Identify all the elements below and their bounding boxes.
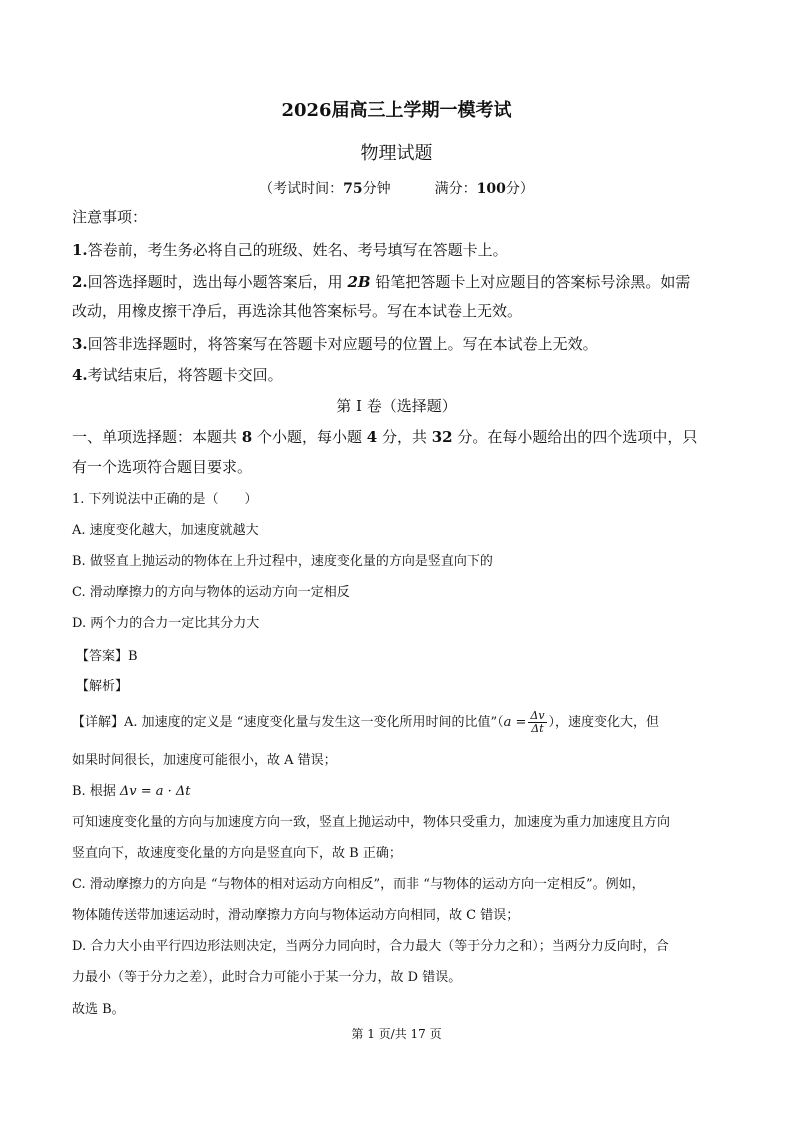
question-1-option-a: A. 速度变化越大，加速度就越大 bbox=[72, 523, 259, 538]
exam-title bbox=[0, 102, 793, 120]
answer-value: B bbox=[128, 649, 138, 664]
title-year: 2026 bbox=[281, 100, 332, 121]
title-text: 届高三上学期一模考试 bbox=[331, 100, 512, 121]
question-1-option-b: B. 做竖直上抛运动的物体在上升过程中，速度变化量的方向是竖直向下的 bbox=[72, 554, 493, 569]
section1-instruction: 一、单项选择题：本题共 8 个小题，每小题 4 分，共 32 分。在每小题给出的四个选项中，只 bbox=[72, 428, 698, 446]
detail-b-line-2: 可知速度变化量的方向与加速度方向一致，竖直上抛运动中，物体只受重力，加速度为重力加速度且方向 bbox=[72, 815, 671, 830]
exam-subtitle: 物理试题 bbox=[360, 143, 433, 164]
detail-a-line-1: 【详解】A. 加速度的定义是 “速度变化量与发生这一变化所用时间的比值”（a = $\frac{\Delta v}{\Delta t}$ ），速度变化大，但 bbox=[72, 709, 660, 736]
note-item-2: 2.回答选择题时，选出每小题答案后，用 2B 铅笔把答题卡上对应题目的答案标号涂黑。如需 bbox=[72, 273, 691, 291]
detail-c-line-1: C. 滑动摩擦力的方向是 “与物体的相对运动方向相反”，而非 “与物体的运动方向一定相反”。例如， bbox=[72, 877, 645, 892]
volume-title: 第 I 卷（选择题） bbox=[336, 397, 457, 415]
detail-c-line-2: 物体随传送带加速运动时，滑动摩擦力方向与物体运动方向相同，故 C 错误； bbox=[72, 908, 520, 923]
detail-d-line-1: D. 合力大小由平行四边形法则决定，当两分力同向时，合力最大（等于分力之和）；当两分力反向时，合 bbox=[72, 939, 669, 954]
full-score: 100 bbox=[476, 181, 506, 197]
detail-a-line-2: 如果时间很长，加速度可能很小，故 A 错误； bbox=[72, 753, 337, 768]
conclusion: 故选 B。 bbox=[72, 1002, 125, 1017]
velocity-change-formula: Δv = a · Δt bbox=[119, 784, 191, 799]
question-1-option-d: D. 两个力的合力一定比其分力大 bbox=[72, 616, 260, 631]
note-item-1: 1.答卷前，考生务必将自己的班级、姓名、考号填写在答题卡上。 bbox=[72, 241, 508, 259]
detail-b-line-1: B. 根据 Δv = a · Δt bbox=[72, 784, 191, 799]
detail-d-line-2: 力最小（等于分力之差），此时合力可能小于某一分力，故 D 错误。 bbox=[72, 970, 462, 985]
exam-info: （考试时间：75分钟 满分：100分） bbox=[259, 181, 534, 197]
note-item-3: 3.回答非选择题时，将答案写在答题卡对应题号的位置上。写在本试卷上无效。 bbox=[72, 335, 598, 353]
note-item-4: 4.考试结束后，将答题卡交回。 bbox=[72, 366, 283, 384]
detail-b-line-3: 竖直向下，故速度变化量的方向是竖直向下，故 B 正确； bbox=[72, 846, 402, 861]
page-footer: 第 1 页/共 17 页 bbox=[351, 1027, 442, 1041]
section1-instruction-cont: 有一个选项符合题目要求。 bbox=[72, 458, 253, 476]
exam-time: 75 bbox=[343, 181, 363, 197]
analysis-label: 【解析】 bbox=[76, 679, 129, 694]
question-1-option-c: C. 滑动摩擦力的方向与物体的运动方向一定相反 bbox=[72, 585, 350, 600]
note-item-2-cont: 改动，用橡皮擦干净后，再选涂其他答案标号。写在本试卷上无效。 bbox=[72, 302, 523, 320]
acceleration-fraction: $\frac{\Delta v}{\Delta t}$ bbox=[530, 709, 545, 736]
notes-heading: 注意事项： bbox=[72, 208, 148, 226]
question-1-stem: 1. 下列说法中正确的是（ ） bbox=[72, 492, 258, 507]
answer-line: 【答案】B bbox=[76, 649, 138, 664]
